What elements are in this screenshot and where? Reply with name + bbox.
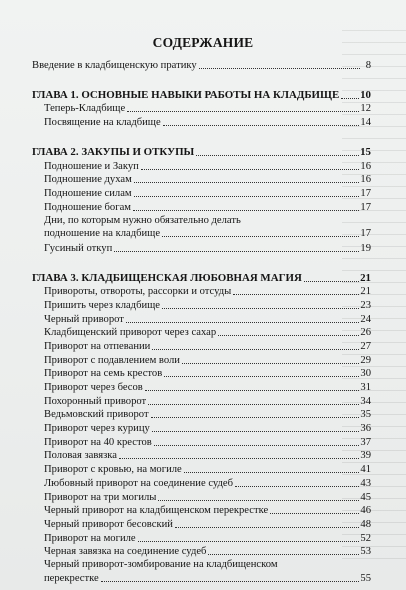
toc-entry-row	[32, 214, 371, 241]
dot-leader	[138, 541, 360, 542]
toc-entry-title: Приворот через бесов	[44, 382, 143, 393]
dot-leader	[152, 431, 360, 432]
dot-leader	[154, 445, 360, 446]
toc-page-number: 45	[360, 491, 371, 503]
toc-chapter-row	[32, 271, 371, 285]
toc-page-number: 36	[360, 423, 371, 435]
toc-entry-title: Приворот на семь крестов	[44, 368, 163, 380]
toc-entry-row	[32, 159, 371, 173]
toc-entry-title: Приворот с кровью, на могиле	[44, 464, 182, 476]
dot-leader	[145, 390, 360, 391]
toc-entry-continuation	[44, 227, 371, 241]
dot-leader	[208, 554, 359, 555]
dot-leader	[162, 236, 359, 237]
dot-leader	[162, 308, 359, 309]
toc-page-number: 29	[360, 354, 371, 366]
toc-entry-title: Половая завязка	[44, 450, 117, 462]
toc-entry-row	[32, 504, 371, 518]
toc-page-number: 30	[360, 368, 371, 380]
toc-page-number: 8	[365, 59, 371, 71]
dot-leader	[158, 500, 359, 501]
table-of-contents	[32, 58, 371, 585]
toc-entry-title: Приворот через курицу	[44, 423, 150, 435]
toc-entry-title: Черный приворот на кладбищенском перекрестке	[44, 505, 269, 517]
toc-entry-row	[32, 339, 371, 353]
toc-page-number: 21	[360, 271, 371, 284]
toc-entry-row	[32, 531, 371, 545]
toc-entry-row	[32, 476, 371, 490]
dot-leader	[114, 251, 359, 252]
toc-entry-row	[32, 558, 371, 585]
dot-leader	[141, 169, 360, 170]
toc-page-number: 24	[360, 313, 371, 325]
dot-leader	[182, 363, 359, 364]
toc-entry-row	[32, 115, 371, 129]
dot-leader	[134, 182, 360, 183]
toc-entry-title: Подношение богам	[44, 201, 131, 213]
toc-entry-row	[32, 408, 371, 422]
toc-page-number: 46	[360, 505, 371, 517]
toc-entry-title: Подношение духам	[44, 174, 132, 186]
toc-entry-title: Похоронный приворот	[44, 395, 147, 407]
toc-entry-row	[32, 241, 371, 255]
dot-leader	[270, 513, 359, 514]
toc-entry-row	[32, 326, 371, 340]
dot-leader	[133, 210, 359, 211]
toc-entry-title: Черная завязка на соединение судеб	[44, 546, 207, 558]
toc-entry-title: Черный приворот-зомбирование на кладбищенском	[44, 559, 278, 571]
toc-entry-title: Подношение и Закуп	[44, 160, 139, 172]
toc-chapter-row	[32, 88, 371, 102]
toc-entry-title: Гусиный откуп	[44, 242, 113, 254]
toc-entry-row	[32, 102, 371, 116]
toc-entry-title: Теперь-Кладбище	[44, 103, 126, 115]
toc-entry-title: Любовный приворот на соединение судеб	[44, 477, 233, 489]
toc-entry-title: ГЛАВА 3. КЛАДБИЩЕНСКАЯ ЛЮБОВНАЯ МАГИЯ	[32, 271, 302, 284]
toc-entry-row	[32, 200, 371, 214]
toc-entry-title: Пришить через кладбище	[44, 299, 160, 311]
toc-page-number: 23	[360, 299, 371, 311]
toc-page-number: 12	[360, 103, 371, 115]
toc-page-number: 39	[360, 450, 371, 462]
dot-leader	[199, 68, 360, 69]
toc-entry-title: Дни, по которым нужно обязательно делать	[44, 214, 241, 226]
toc-entry-row	[32, 394, 371, 408]
toc-page-number: 41	[360, 464, 371, 476]
toc-page-number: 17	[360, 188, 371, 200]
dot-leader	[101, 581, 360, 582]
toc-page-number: 31	[360, 382, 371, 393]
toc-entry-row	[32, 435, 371, 449]
dot-leader	[196, 155, 359, 156]
toc-entry-row	[32, 367, 371, 381]
toc-page-number: 10	[360, 88, 371, 101]
toc-page-number: 52	[360, 532, 371, 544]
toc-page-number: 17	[360, 228, 371, 240]
toc-entry-continuation	[44, 571, 371, 585]
dot-leader	[127, 111, 359, 112]
toc-entry-title: Приворот на могиле	[44, 532, 136, 544]
toc-page-number: 37	[360, 436, 371, 448]
toc-entry-title: ГЛАВА 2. ЗАКУПЫ И ОТКУПЫ	[32, 146, 195, 159]
dot-leader	[164, 376, 359, 377]
toc-entry-title: Приворот с подавлением воли	[44, 354, 180, 366]
dot-leader	[341, 98, 359, 99]
dot-leader	[119, 458, 359, 459]
toc-entry-row	[32, 186, 371, 200]
toc-entry-title: Приворот на 40 крестов	[44, 436, 152, 448]
dot-leader	[235, 486, 359, 487]
toc-page-number: 48	[360, 518, 371, 530]
toc-entry-title: Приворот на три могилы	[44, 491, 157, 503]
toc-entry-row	[32, 449, 371, 463]
toc-entry-title: Черный приворот	[44, 313, 124, 325]
dot-leader	[151, 417, 360, 418]
toc-entry-title: ГЛАВА 1. ОСНОВНЫЕ НАВЫКИ РАБОТЫ НА КЛАДБИЩЕ	[32, 88, 340, 101]
toc-entry-row	[32, 490, 371, 504]
toc-page-number: 19	[360, 242, 371, 254]
toc-entry-title: Приворот на отпевании	[44, 340, 151, 352]
dot-leader	[134, 196, 360, 197]
toc-page-number: 53	[360, 546, 371, 558]
toc-page-number: 15	[360, 146, 371, 159]
toc-entry-title: Подношение силам	[44, 188, 132, 200]
toc-page-number: 43	[360, 477, 371, 489]
toc-page-number: 27	[360, 340, 371, 352]
toc-entry-title: Черный приворот бесовский	[44, 518, 173, 530]
toc-entry-row	[32, 298, 371, 312]
dot-leader	[184, 472, 360, 473]
toc-entry-row	[32, 312, 371, 326]
toc-entry-title: Привороты, отвороты, рассорки и отсуды	[44, 286, 232, 298]
dot-leader	[152, 349, 359, 350]
toc-entry-title: перекрестке	[44, 572, 99, 584]
toc-entry-row	[32, 285, 371, 299]
dot-leader	[218, 335, 359, 336]
dot-leader	[233, 294, 359, 295]
toc-entry-row	[32, 173, 371, 187]
dot-leader	[163, 125, 360, 126]
toc-chapter-row	[32, 145, 371, 159]
toc-entry-row	[32, 545, 371, 559]
toc-entry-row	[32, 353, 371, 367]
dot-leader	[126, 322, 359, 323]
toc-entry-row	[32, 462, 371, 476]
toc-entry-title: Посвящение на кладбище	[44, 117, 161, 129]
toc-entry-row	[32, 58, 371, 72]
toc-page-number: 34	[360, 395, 371, 407]
toc-entry-title: Ведьмовский приворот	[44, 409, 149, 421]
dot-leader	[304, 281, 359, 282]
toc-page-number: 35	[360, 409, 371, 421]
page-title: СОДЕРЖАНИЕ	[152, 35, 254, 50]
dot-leader	[148, 404, 359, 405]
toc-entry-row	[32, 517, 371, 531]
toc-page-number: 14	[360, 117, 371, 129]
toc-entry-title: Кладбищенский приворот через сахар	[44, 327, 217, 339]
toc-page-number: 17	[360, 201, 371, 213]
toc-page-number: 26	[360, 327, 371, 339]
dot-leader	[175, 527, 359, 528]
toc-page-number: 55	[360, 572, 371, 584]
toc-page-number: 16	[360, 174, 371, 186]
toc-entry-title: Введение в кладбищенскую пратику	[32, 59, 197, 71]
toc-page-number: 16	[360, 160, 371, 172]
toc-entry-row	[32, 421, 371, 435]
toc-entry-title: подношение на кладбище	[44, 228, 161, 240]
toc-entry-row	[32, 380, 371, 394]
toc-page-number: 21	[360, 286, 371, 298]
